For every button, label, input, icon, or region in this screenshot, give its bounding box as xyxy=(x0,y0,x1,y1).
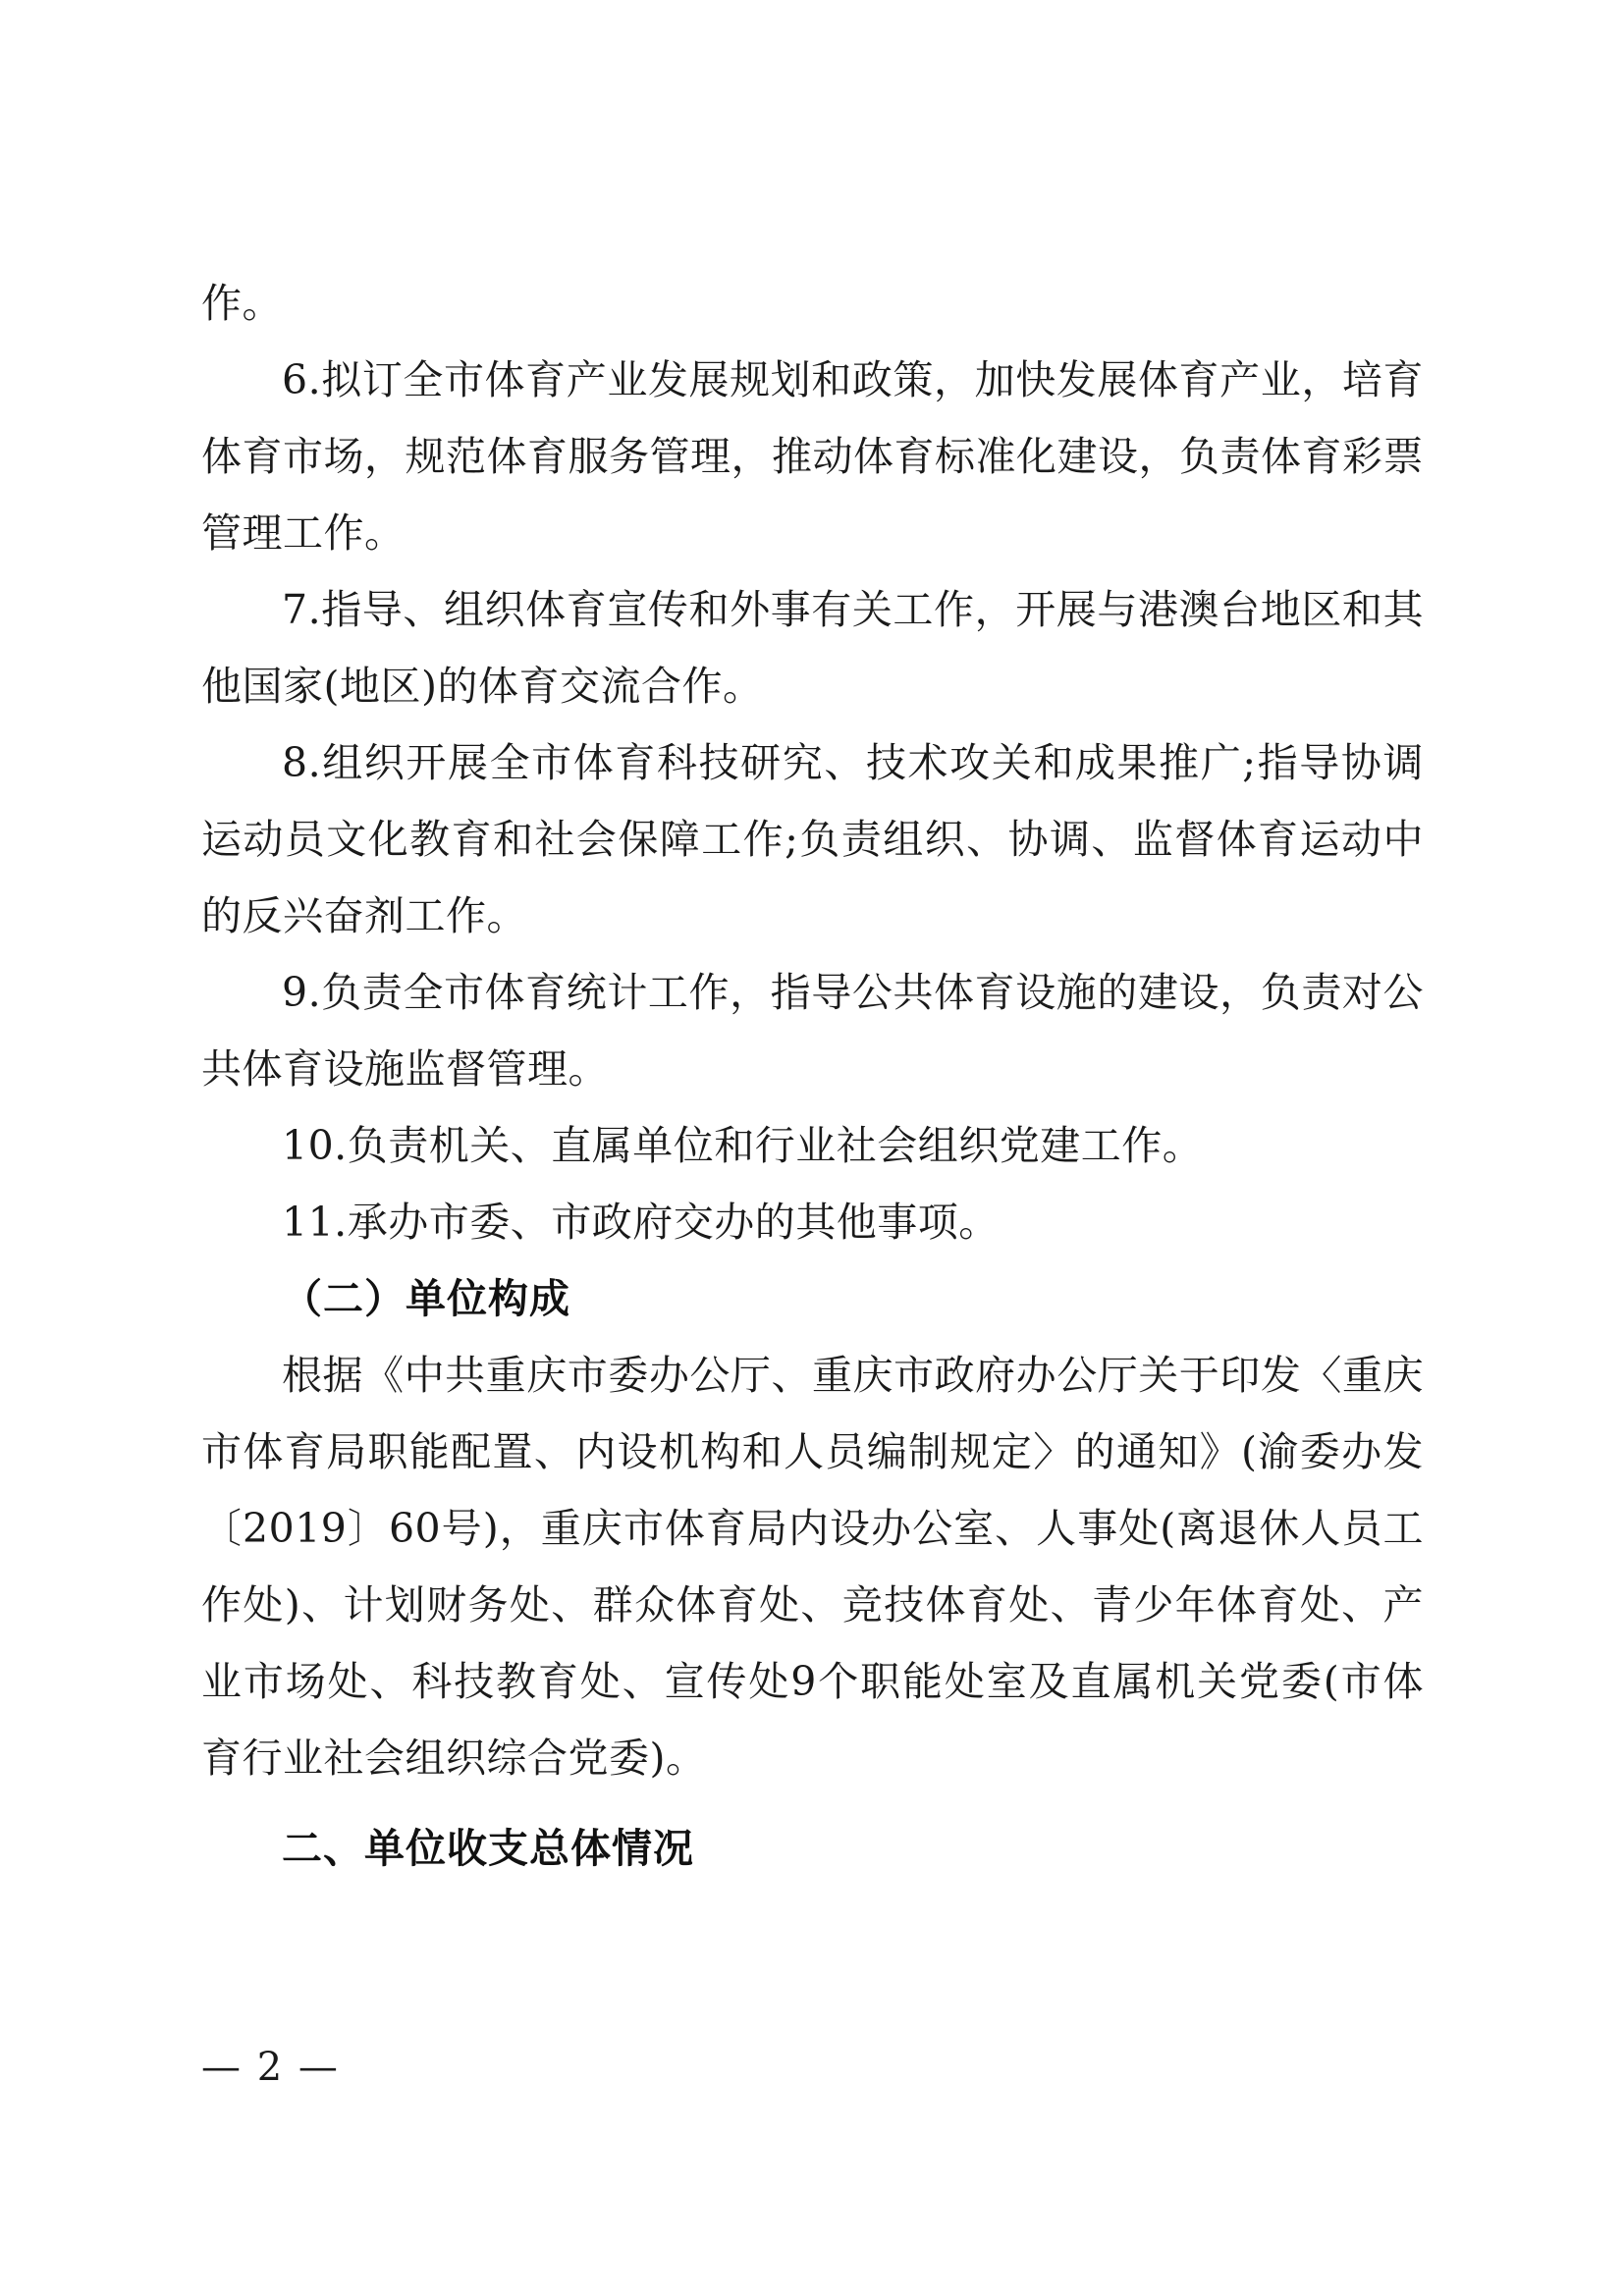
paragraph-item-9: 9.负责全市体育统计工作，指导公共体育设施的建设，负责对公共体育设施监督管理。 xyxy=(201,969,1424,1093)
paragraph-item-10: 10.负责机关、直属单位和行业社会组织党建工作。 xyxy=(282,1122,1204,1169)
paragraph-item-7: 7.指导、组织体育宣传和外事有关工作，开展与港澳台地区和其他国家(地区)的体育交流合作。 xyxy=(201,586,1424,710)
page-number: — 2 — xyxy=(201,2045,340,2090)
paragraph-item-6: 6.拟订全市体育产业发展规划和政策，加快发展体育产业，培育体育市场，规范体育服务管理，推动体育标准化建设，负责体育彩票管理工作。 xyxy=(201,356,1424,557)
paragraph-unit-composition-body: 根据《中共重庆市委办公厅、重庆市政府办公厅关于印发〈重庆市体育局职能配置、内设机构和人员编制规定〉的通知》(渝委办发〔2019〕60号)，重庆市体育局内设办公室、人事处(离退休人员工作处)、计划财务处、群众体育处、竞技体育处、青少年体育处、产业市场处、科技教育处、宣传处9个职能处室及直属机关党委(市体育行业社会组织综合党委)。 xyxy=(201,1352,1424,1782)
paragraph-item-11: 11.承办市委、市政府交办的其他事项。 xyxy=(282,1199,1000,1246)
subsection-heading-unit-composition: （二）单位构成 xyxy=(282,1275,570,1322)
paragraph-item-8: 8.组织开展全市体育科技研究、技术攻关和成果推广;指导协调运动员文化教育和社会保障工作;负责组织、协调、监督体育运动中的反兴奋剂工作。 xyxy=(201,739,1424,939)
section-heading-revenue-expenditure: 二、单位收支总体情况 xyxy=(282,1825,694,1872)
paragraph-continuation: 作。 xyxy=(201,280,283,327)
page-body xyxy=(201,265,1424,1887)
